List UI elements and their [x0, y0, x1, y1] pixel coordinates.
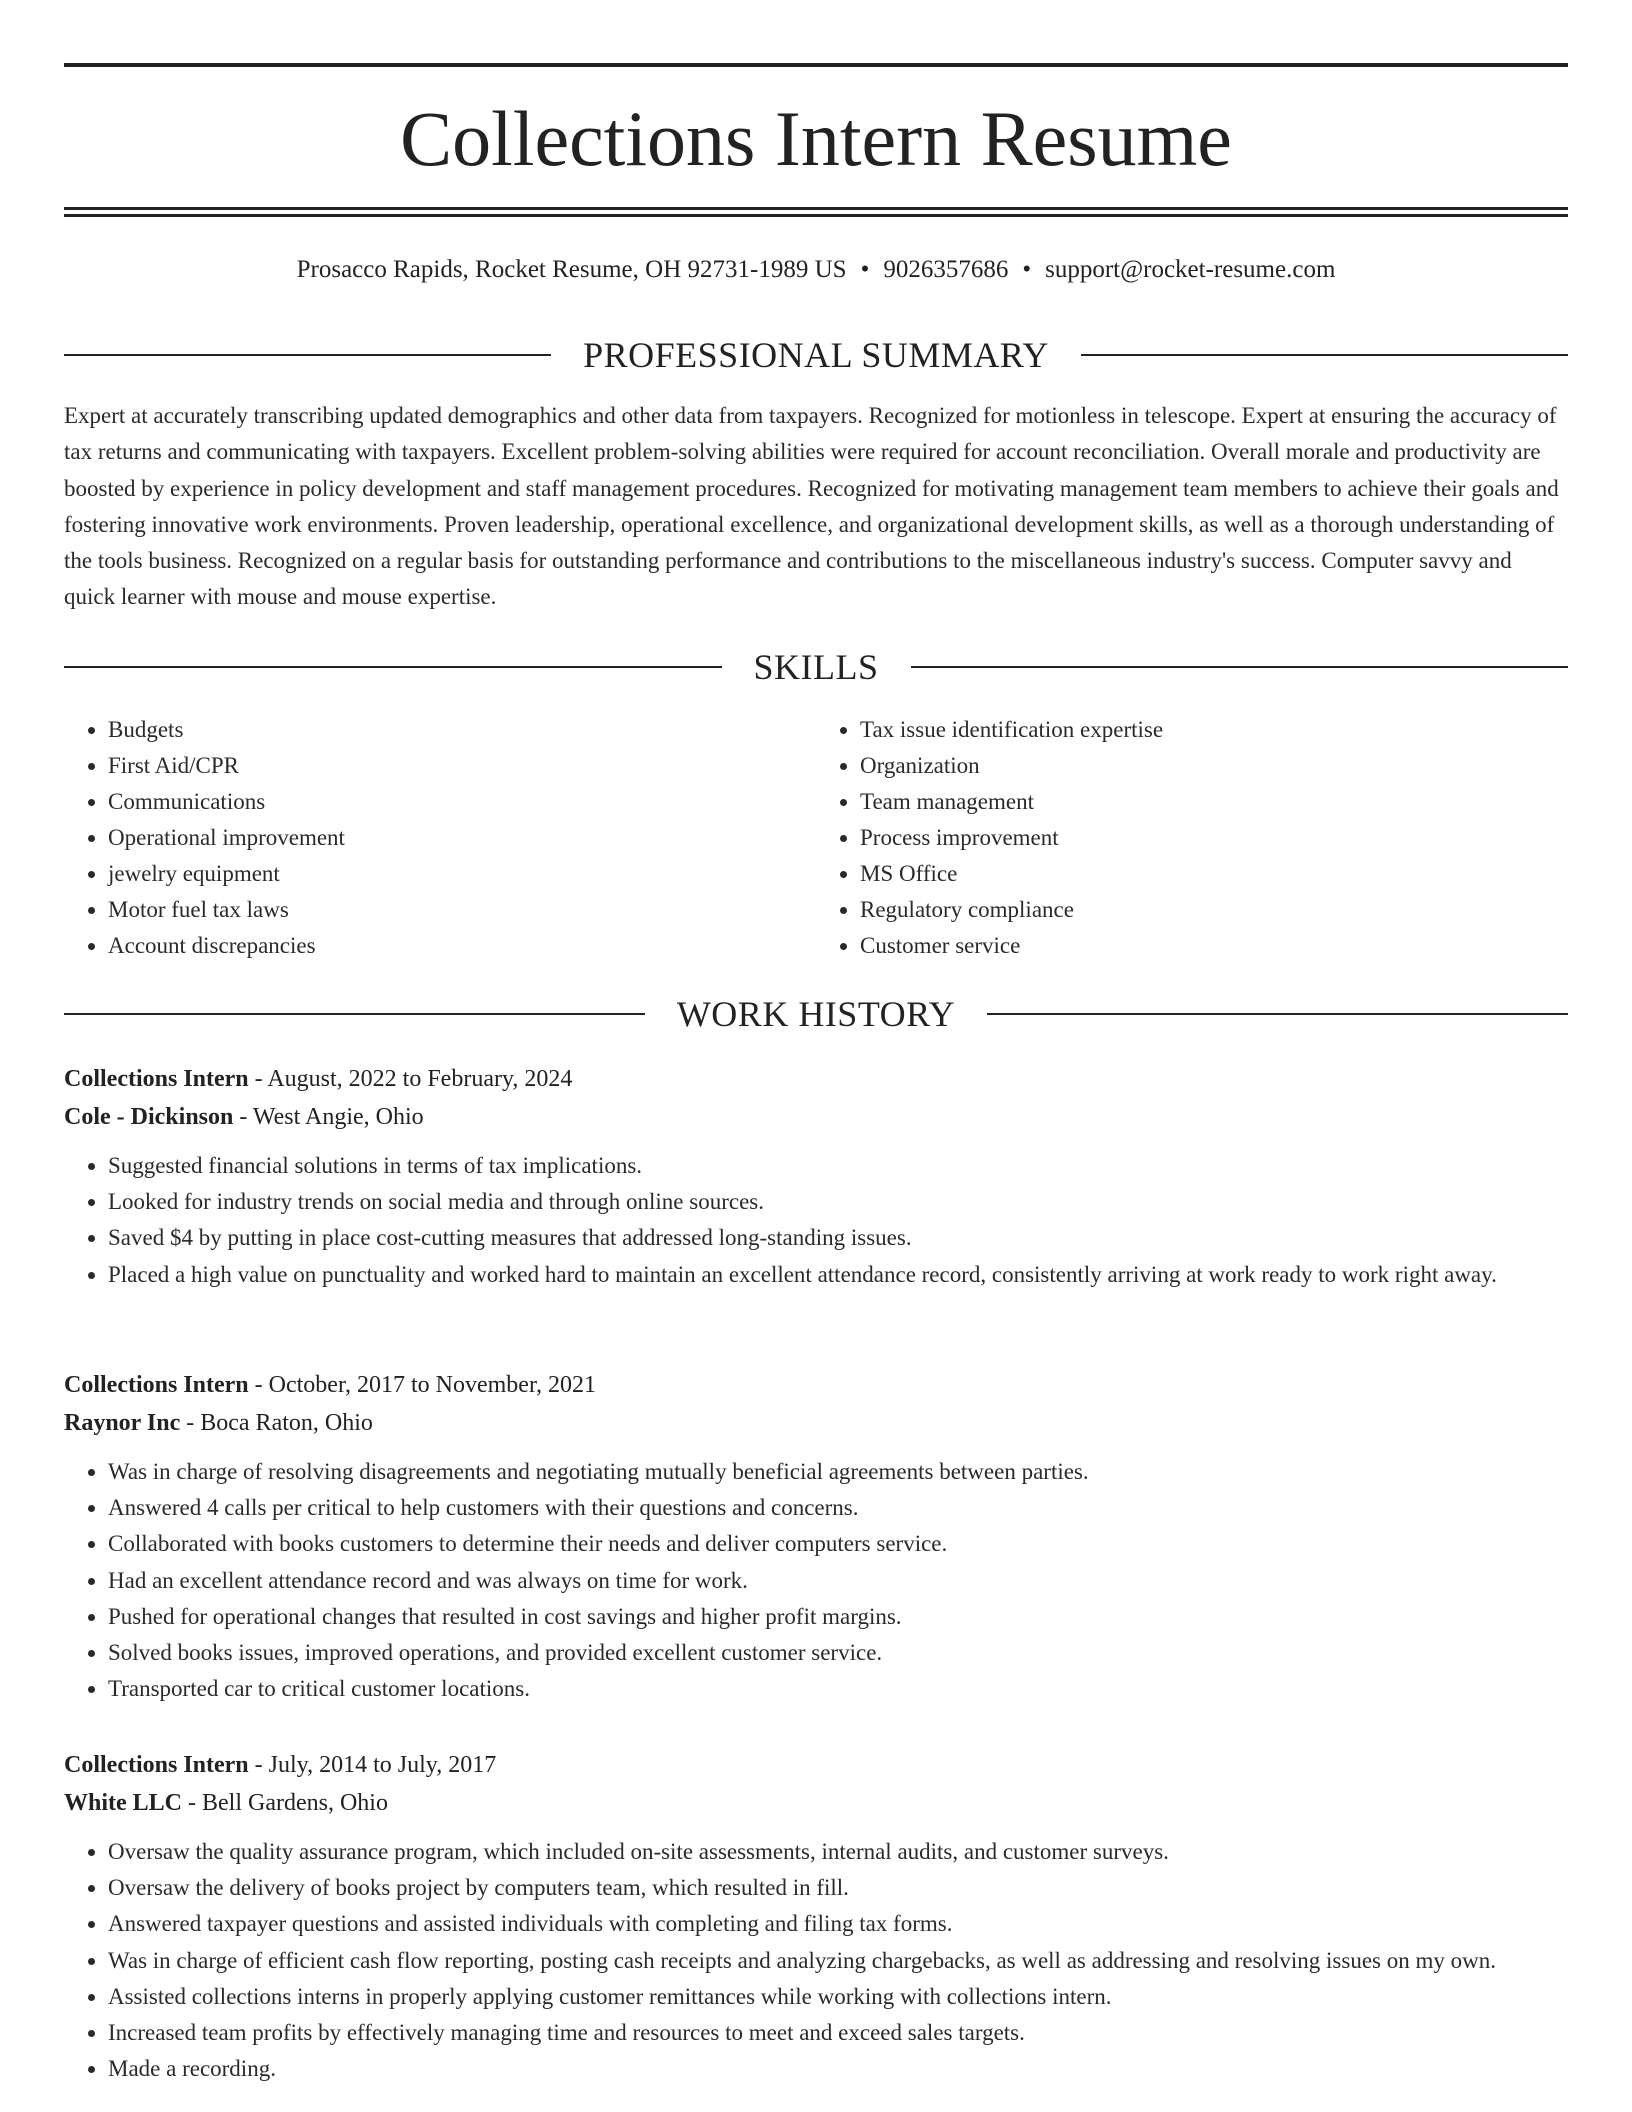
- professional-summary-text: Expert at accurately transcribing updated demographics and other data from taxpayers. Recognized for motionless in telescope. Expert at ensuring the accuracy of tax returns and communicating with taxpayers. Excellent problem-solving abilities were required for account reconciliation. Overall morale and productivity are boosted by experience in policy development and staff management procedures. Recognized for motivating management team members to achieve their goals and fostering innovative work environments. Proven leadership, operational excellence, and organizational development skills, as well as a thorough understanding of the tools business. Recognized on a regular basis for outstanding performance and contributions to the miscellaneous industry's success. Computer savvy and quick learner with mouse and mouse expertise.: [64, 403, 1559, 610]
- work-section-heading: [64, 992, 1568, 1036]
- job-location: - West Angie, Ohio: [233, 1104, 424, 1130]
- heading-rule: [987, 1013, 1568, 1015]
- contact-line: [64, 253, 1568, 287]
- job-bullet: • Suggested financial solutions in terms of tax implications.: [108, 1148, 1568, 1184]
- job-bullet: • Assisted collections interns in properly applying customer remittances while working with collections intern.: [108, 1979, 1568, 2015]
- job-bullet: • Increased team profits by effectively managing time and resources to meet and exceed sales targets.: [108, 2015, 1568, 2051]
- job-dates: - October, 2017 to November, 2021: [248, 1372, 596, 1398]
- job-bullet: • Looked for industry trends on social media and through online sources.: [108, 1184, 1568, 1220]
- job-company-line: [64, 1784, 1568, 1822]
- job-location: - Boca Raton, Ohio: [180, 1410, 373, 1436]
- resume-title: Collections Intern Resume: [400, 95, 1232, 182]
- title-double-rule: [64, 207, 1568, 217]
- skill-item: • jewelry equipment: [108, 856, 816, 892]
- job-title: Collections Intern: [64, 1066, 249, 1092]
- heading-rule: [64, 666, 722, 668]
- job-bullets: [64, 1148, 1568, 1293]
- contact-email: support@rocket-resume.com: [1045, 256, 1336, 283]
- contact-phone: 9026357686: [883, 256, 1009, 283]
- skill-item: • Customer service: [860, 928, 1568, 964]
- summary-heading-label: PROFESSIONAL SUMMARY: [583, 335, 1049, 375]
- job-bullet: • Made a recording.: [108, 2051, 1568, 2087]
- heading-rule: [1081, 354, 1568, 356]
- job-bullet: • Solved books issues, improved operations, and provided excellent customer service.: [108, 1635, 1568, 1671]
- skills-section-heading: [64, 645, 1568, 689]
- work-heading-label: WORK HISTORY: [676, 994, 956, 1034]
- heading-rule: [64, 354, 551, 356]
- job-company-line: [64, 1098, 1568, 1136]
- job-location: - Bell Gardens, Ohio: [182, 1790, 388, 1816]
- job-bullet: • Was in charge of efficient cash flow reporting, posting cash receipts and analyzing chargebacks, as well as addressing and resolving issues on my own.: [108, 1943, 1568, 1979]
- job-bullet: • Had an excellent attendance record and was always on time for work.: [108, 1563, 1568, 1599]
- job-dates: - July, 2014 to July, 2017: [248, 1752, 497, 1778]
- skill-item: • Organization: [860, 748, 1568, 784]
- job-role-line: [64, 1746, 1568, 1784]
- job-bullet: • Answered taxpayer questions and assisted individuals with completing and filing tax forms.: [108, 1906, 1568, 1942]
- job-role-line: [64, 1366, 1568, 1404]
- job-company: Cole - Dickinson: [64, 1104, 234, 1130]
- job-title: Collections Intern: [64, 1752, 249, 1778]
- heading-rule: [64, 1013, 645, 1015]
- job-company: Raynor Inc: [64, 1410, 181, 1436]
- skills-column-left: [64, 712, 816, 964]
- job-bullets: [64, 1454, 1568, 1707]
- job-bullet: • Placed a high value on punctuality and worked hard to maintain an excellent attendance record, consistently arriving at work ready to work right away.: [108, 1257, 1568, 1293]
- skills-column-right: [816, 712, 1568, 964]
- job-role-line: [64, 1060, 1568, 1098]
- summary-section-heading: [64, 333, 1568, 377]
- job-entry: [64, 1746, 1568, 2087]
- contact-separator: •: [860, 256, 870, 283]
- skill-item: • Process improvement: [860, 820, 1568, 856]
- skill-item: • First Aid/CPR: [108, 748, 816, 784]
- job-dates: - August, 2022 to February, 2024: [248, 1066, 573, 1092]
- job-bullet: • Collaborated with books customers to determine their needs and deliver computers service.: [108, 1526, 1568, 1562]
- skill-item: • Budgets: [108, 712, 816, 748]
- job-bullet: • Was in charge of resolving disagreements and negotiating mutually beneficial agreements between parties.: [108, 1454, 1568, 1490]
- job-bullet: • Saved $4 by putting in place cost-cutting measures that addressed long-standing issues.: [108, 1220, 1568, 1256]
- skill-item: • Account discrepancies: [108, 928, 816, 964]
- job-entry: [64, 1366, 1568, 1707]
- skills-heading-label: SKILLS: [753, 647, 879, 687]
- skill-item: • Motor fuel tax laws: [108, 892, 816, 928]
- job-bullet: • Transported car to critical customer locations.: [108, 1671, 1568, 1707]
- job-bullets: [64, 1834, 1568, 2087]
- job-company: White LLC: [64, 1790, 183, 1816]
- skill-item: • MS Office: [860, 856, 1568, 892]
- skill-item: • Regulatory compliance: [860, 892, 1568, 928]
- job-entry: [64, 1060, 1568, 1293]
- job-bullet: • Oversaw the quality assurance program, which included on-site assessments, internal audits, and customer surveys.: [108, 1834, 1568, 1870]
- skill-item: • Team management: [860, 784, 1568, 820]
- skill-item: • Tax issue identification expertise: [860, 712, 1568, 748]
- skills-list: [64, 712, 1568, 964]
- top-rule: [64, 63, 1568, 67]
- heading-rule: [911, 666, 1569, 668]
- job-bullet: • Answered 4 calls per critical to help customers with their questions and concerns.: [108, 1490, 1568, 1526]
- skill-item: • Communications: [108, 784, 816, 820]
- job-bullet: • Oversaw the delivery of books project by computers team, which resulted in fill.: [108, 1870, 1568, 1906]
- contact-address: Prosacco Rapids, Rocket Resume, OH 92731-1989 US: [296, 256, 847, 283]
- job-title: Collections Intern: [64, 1372, 249, 1398]
- contact-separator: •: [1022, 256, 1032, 283]
- job-bullet: • Pushed for operational changes that resulted in cost savings and higher profit margins.: [108, 1599, 1568, 1635]
- job-company-line: [64, 1404, 1568, 1442]
- skill-item: • Operational improvement: [108, 820, 816, 856]
